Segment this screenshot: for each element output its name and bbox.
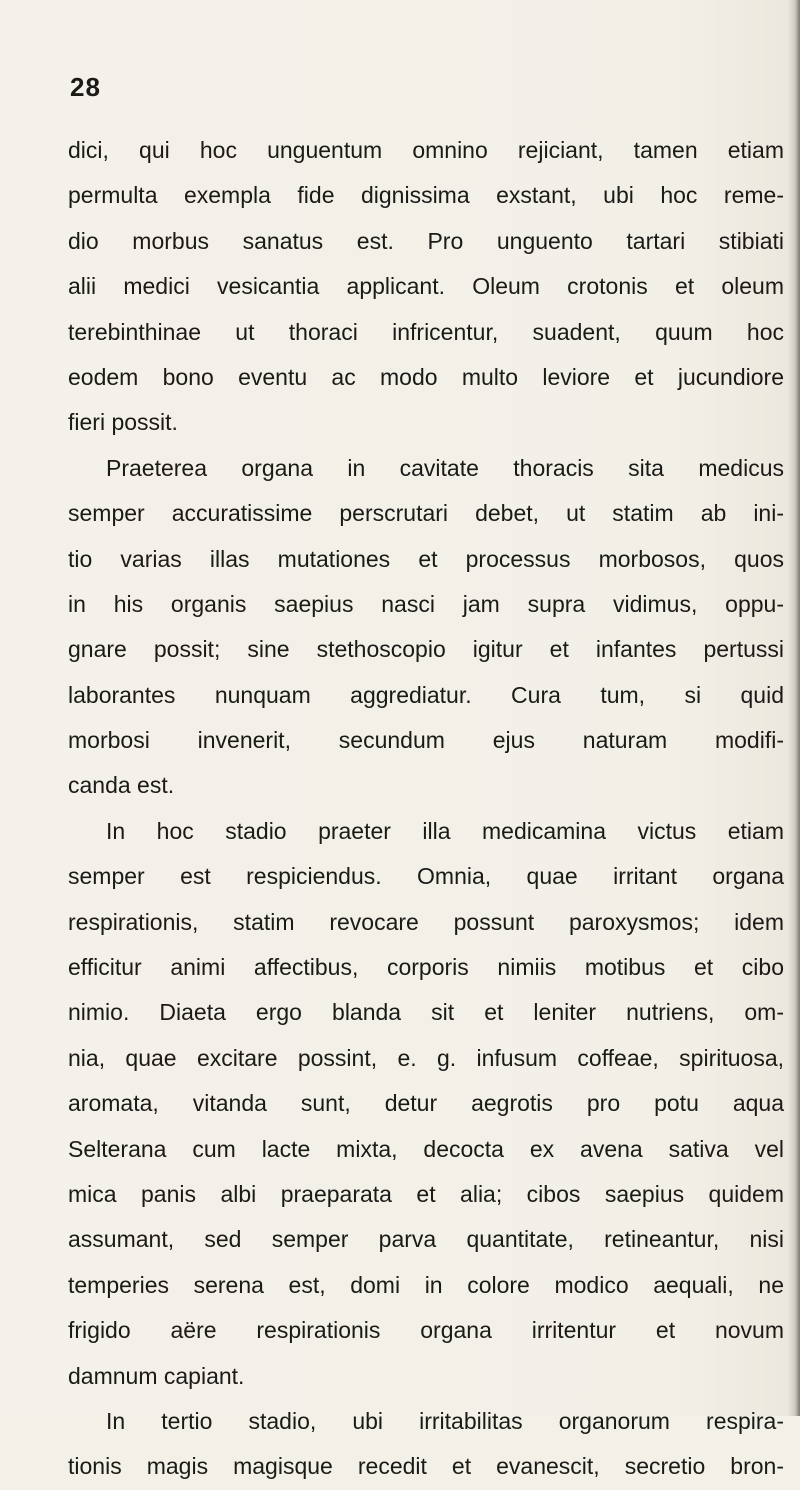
text-line: tio varias illas mutationes et processus morbosos, quos [68,545,784,572]
text-line: morbosi invenerit, secundum ejus naturam modifi- [68,727,784,754]
text-line: respirationis, statim revocare possunt paroxysmos; idem [68,908,784,935]
text-line: terebinthinae ut thoraci infricentur, suadent, quum hoc [68,318,784,345]
text-line: aromata, vitanda sunt, detur aegrotis pro potu aqua [68,1090,784,1117]
page-number: 28 [70,72,101,102]
text-line: mica panis albi praeparata et alia; cibos saepius quidem [68,1180,784,1207]
text-line: nia, quae excitare possint, e. g. infusum coffeae, spirituosa, [68,1044,784,1071]
text-line: eodem bono eventu ac modo multo leviore et jucundiore [68,363,784,390]
text-line: permulta exempla fide dignissima exstant, ubi hoc reme- [68,182,784,209]
text-line: dici, qui hoc unguentum omnino rejiciant, tamen etiam [68,137,784,163]
text-line: damnum capiant. [68,1362,245,1389]
text-line: In hoc stadio praeter illa medicamina victus etiam [106,817,784,844]
text-line: dio morbus sanatus est. Pro unguento tartari stibiati [68,227,784,254]
text-line: fieri possit. [68,409,178,436]
page-edge-shadow [788,0,800,1416]
text-line: frigido aëre respirationis organa irritentur et novum [68,1317,784,1344]
body-text [68,128,784,1490]
text-line: gnare possit; sine stethoscopio igitur et infantes pertussi [68,636,784,663]
text-line: nimio. Diaeta ergo blanda sit et leniter nutriens, om- [68,999,784,1026]
text-line: In tertio stadio, ubi irritabilitas organorum respira- [106,1407,784,1434]
text-line: semper accuratissime perscrutari debet, ut statim ab ini- [68,500,784,527]
text-line: in his organis saepius nasci jam supra vidimus, oppu- [68,590,784,617]
text-line: Praeterea organa in cavitate thoracis sita medicus [106,454,784,481]
text-line: laborantes nunquam aggrediatur. Cura tum, si quid [68,681,784,708]
text-line: semper est respiciendus. Omnia, quae irritant organa [68,863,784,890]
text-line: Selterana cum lacte mixta, decocta ex avena sativa vel [68,1135,784,1162]
text-line: alii medici vesicantia applicant. Oleum crotonis et oleum [68,273,784,300]
text-line: tionis magis magisque recedit et evanescit, secretio bron- [68,1453,784,1480]
text-line: efficitur animi affectibus, corporis nimiis motibus et cibo [68,954,784,981]
text-line: assumant, sed semper parva quantitate, retineantur, nisi [68,1226,784,1253]
text-line: canda est. [68,772,175,799]
text-line: temperies serena est, domi in colore modico aequali, ne [68,1271,784,1298]
